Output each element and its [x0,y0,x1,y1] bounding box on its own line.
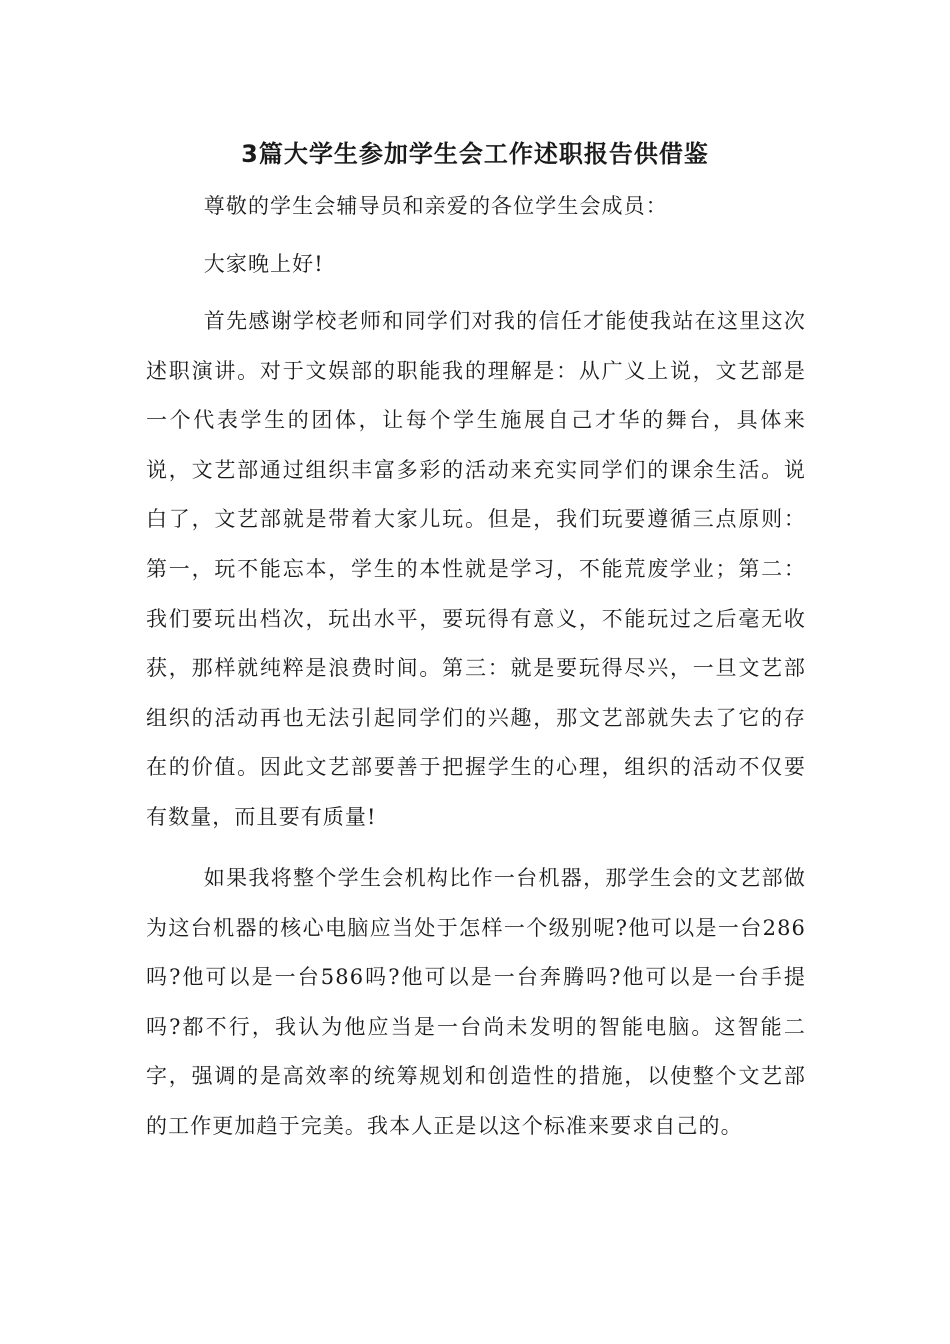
greeting: 大家晚上好! [203,252,324,276]
document-title: 3篇大学生参加学生会工作述职报告供借鉴 [241,140,709,168]
salutation: 尊敬的学生会辅导员和亲爱的各位学生会成员： [203,194,668,218]
paragraph: 首先感谢学校老师和同学们对我的信任才能使我站在这里这次述职演讲。对于文娱部的职能我的理解是：从广义上说，文艺部是一个代表学生的团体，让每个学生施展自己才华的舞台，具体来说，文艺部通过组织丰富多彩的活动来充实同学们的课余生活。说白了，文艺部就是带着大家儿玩。但是，我们玩要遵循三点原则：第一，玩不能忘本，学生的本性就是学习，不能荒废学业；第二：我们要玩出档次，玩出水平，要玩得有意义，不能玩过之后毫无收获，那样就纯粹是浪费时间。第三：就是要玩得尽兴，一旦文艺部组织的活动再也无法引起同学们的兴趣，那文艺部就失去了它的存在的价值。因此文艺部要善于把握学生的心理，组织的活动不仅要有数量，而且要有质量! [146,309,806,829]
paragraph: 如果我将整个学生会机构比作一台机器，那学生会的文艺部做为这台机器的核心电脑应当处于怎样一个级别呢?他可以是一台286吗?他可以是一台586吗?他可以是一台奔腾吗?他可以是一台手提吗?都不行，我认为他应当是一台尚未发明的智能电脑。这智能二字，强调的是高效率的统筹规划和创造性的措施，以使整个文艺部的工作更加趋于完美。我本人正是以这个标准来要求自己的。 [146,866,806,1138]
